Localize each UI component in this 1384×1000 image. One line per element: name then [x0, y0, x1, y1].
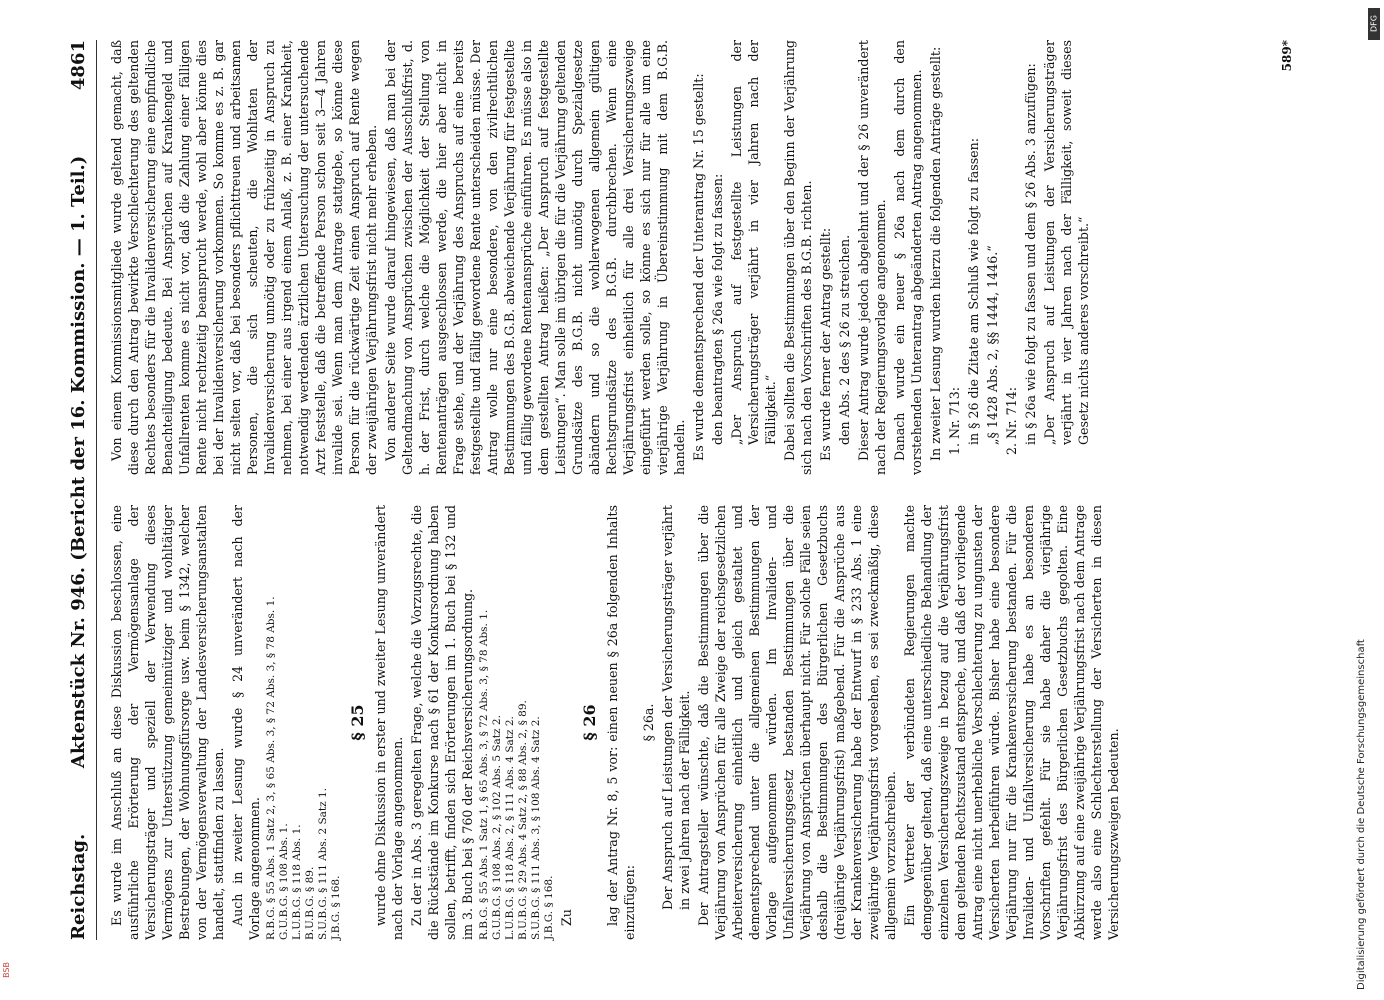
paragraph: Von einem Kommissionsmitgliede wurde geltend gemacht, daß diese durch den Antrag bewirkte Verschlechterung des geltenden Rechtes besonders für die Invalidenversicherung eine empfindliche Benachteiligung bedeute. Bei Ansprüchen auf Krankengeld und Unfallrenten komme es nicht vor, daß die Zahlung einer fälligen Rente nicht rechtzeitig beansprucht werde, wohl aber könne dies bei der Invalidenversicherung vorkommen. So komme es z. B. gar nicht selten vor, daß bei besonders pflichttreuen und arbeitsamen Personen, die sich scheuten, die Wohltaten der Invalidenversicherung unnötig oder zu frühzeitig in Anspruch zu nehmen, bei einer aus irgend einem Anlaß, z. B. einer Krankheit, notwendig werdenden ärztlichen Untersuchung der untersuchende Arzt feststelle, daß die betreffende Person schon seit 3—4 Jahren invalide sei. Wenn man dem Antrage stattgebe, so könne diese Person für die rückwärtige Zeit einen Anspruch auf Rente wegen der zweijährigen Verjährungsfrist nicht mehr erheben.: [109, 40, 379, 475]
header-left: Reichstag.: [67, 833, 89, 940]
quoted-paragraph: Der Anspruch auf Leistungen der Versicherungsträger verjährt in zwei Jahren nach der Fälligkeit.: [660, 505, 692, 910]
footer-number: 589*: [1280, 40, 1294, 72]
quoted-paragraph: „Der Anspruch auf festgestellte Leistungen der Versicherungsträger verjährt in vier Jahren nach der Fälligkeit.“: [729, 40, 778, 445]
list-item-label: 1. Nr. 713:: [947, 387, 962, 455]
list-item-quote: „§ 1428 Abs. 2, §§ 1444, 1446.“: [985, 245, 1000, 445]
left-column: [108, 505, 1124, 940]
paragraph: Ein Vertreter der verbündeten Regierungen machte demgegenüber geltend, daß eine unterschiedliche Behandlung der einzelnen Versicherungszweige in bezug auf die Verjährungsfrist dem geltenden Rechtszustand entspreche, und daß der vorliegende Antrag eine nicht unerhebliche Verschlechterung zu ungunsten der Versicherten herbeiführen würde. Bisher habe eine besondere Verjährung nur für die Krankenversicherung bestanden. Für die Invaliden- und Unfallversicherung habe es an besonderen Vorschriften gefehlt. Für sie habe daher die vierjährige Verjährungsfrist des Bürgerlichen Gesetzbuchs gegolten. Eine Abkürzung auf eine zweijährige Verjährungsfrist nach dem Antrage werde also eine Schlechterstellung der Versicherten in diesen Versicherungszweigen bedeuten.: [902, 505, 1121, 940]
list-item-text: in § 26a wie folgt zu fassen und dem § 26 Abs. 3 anzufügen:: [1023, 63, 1038, 445]
paragraph: Danach wurde ein neuer § 26a nach dem durch den vorstehenden Unterantrag abgeänderten Antrag angenommen.: [892, 40, 924, 475]
section-heading: § 26: [580, 704, 599, 741]
paragraph: Von anderer Seite wurde darauf hingewiesen, daß man bei der Geltendmachung von Ansprüchen zwischen der Ausschlußfrist, d. h. der Frist, durch welche die Möglichkeit der Stellung von Rentenanträgen ausgeschlossen werde, die hier aber nicht in Frage stehe, und der Verjährung des Anspruchs auf eine bereits festgestellte und fällig gewordene Rente unterscheiden müsse. Der Antrag wolle nur eine besondere, von den zivilrechtlichen Bestimmungen des B.G.B. abweichende Verjährung für festgestellte und fällig gewordene Rentenansprüche einführen. Es müsse also in dem gestellten Antrag heißen: „Der Anspruch auf festgestellte Leistungen“. Man solle im übrigen die für die Verjährung geltenden Grundsätze des B.G.B. nicht unnötig durch Spezialgesetze abändern und so die wohlerwogenen allgemein gültigen Rechtsgrundsätze des B.G.B. durchbrechen. Wenn eine Verjährungsfrist einheitlich für alle drei Versicherungszweige eingeführt werden solle, so könne es sich nur für alle um eine vierjährige Verjährung in Übereinstimmung mit dem B.G.B. handeln.: [383, 40, 687, 475]
zu-label: Zu: [559, 909, 574, 926]
rotated-document-page: [60, 40, 1294, 940]
paragraph: Dieser Antrag wurde jedoch abgelehnt und der § 26 unverändert nach der Regierungsvorlage angenommen.: [856, 40, 888, 475]
dfg-logo: DFG: [1368, 8, 1380, 40]
paragraph: Es wurde im Anschluß an diese Diskussion beschlossen, eine ausführliche Erörterung der Vermögensanlage der Versicherungsträger und speziell der Verwendung dieses Vermögens zur Unterstützung gemeinnütziger und wohltätiger Bestrebungen, der Wohnungsfürsorge usw. beim § 1342, welcher von der Vermögensverwaltung der Landesversicherungsanstalten handelt, stattfinden zu lassen.: [109, 505, 226, 940]
reference-list: R.B.G. § 55 Abs. 1 Satz 1, § 65 Abs. 3, § 72 Abs. 3, § 78 Abs. 1. G.U.B.G. § 108 Abs. 2, § 102 Abs. 5 Satz 2. L.U.B.G. § 118 Abs. 2, § 111 Abs. 4 Satz 2. B.U.B.G. § 29 Abs. 4 Satz 2, § 88 Abs. 2, § 89. S.U.B.G. § 111 Abs. 3, § 108 Abs. 4 Satz 2. J.B.G. § 168.: [478, 609, 555, 940]
section-subheading: § 26a.: [641, 703, 656, 742]
paragraph: Es wurde ferner der Antrag gestellt:: [818, 227, 833, 461]
page-number: 4861: [67, 40, 89, 91]
list-item-label: 2. Nr. 714:: [1004, 387, 1019, 455]
digitization-sidebar: [1356, 10, 1376, 990]
paragraph: In zweiter Lesung wurden hierzu die folgenden Anträge gestellt:: [928, 46, 943, 461]
header-title: Aktenstück Nr. 946. (Bericht der 16. Kommission. — 1. Teil.): [67, 155, 89, 769]
paragraph: wurde ohne Diskussion in erster und zweiter Lesung unverändert nach der Vorlage angenommen.: [373, 505, 405, 940]
paragraph: Es wurde dementsprechend der Unterantrag Nr. 15 gestellt:: [691, 73, 706, 461]
list-item-text: in § 26 die Zitate am Schluß wie folgt zu fassen:: [966, 138, 981, 445]
page-header: [60, 40, 97, 940]
list-item-quote: „Der Anspruch auf Leistungen der Versicherungsträger verjährt in vier Jahren nach der Fälligkeit, soweit dieses Gesetz nichts anderes vorschreibt.“: [1042, 40, 1091, 445]
paragraph: Dabei sollten die Bestimmungen über den Beginn der Verjährung sich nach den Vorschriften des B.G.B. richten.: [782, 40, 814, 475]
paragraph: den beantragten § 26a wie folgt zu fassen:: [710, 173, 725, 445]
library-stamp: BSB: [2, 962, 11, 978]
paragraph: Der Antragsteller wünschte, daß die Bestimmungen über die Verjährung von Ansprüchen für alle Zweige der reichsgesetzlichen Arbeiterversicherung einheitlich und gleich gestaltet und dementsprechend unter die allgemeinen Bestimmungen der Vorlage aufgenommen würden. Im Invaliden- und Unfallversicherungsgesetz bestanden Bestimmungen über die Verjährung von Ansprüchen überhaupt nicht. Für solche Fälle seien deshalb die Bestimmungen des Bürgerlichen Gesetzbuchs (dreijährige Verjährungsfrist) maßgebend. Für die Ansprüche aus der Krankenversicherung habe der Entwurf in § 233 Abs. 1 eine zweijährige Verjährungsfrist vorgesehen, es sei zweckmäßig, diese allgemein vorzuschreiben.: [696, 505, 898, 940]
funding-notice: Digitalisierung gefördert durch die Deutsche Forschungsgemeinschaft: [1356, 639, 1367, 990]
right-column: [108, 40, 1094, 475]
paragraph: Zu der in Abs. 3 geregelten Frage, welche die Vorzugsrechte, die die Rückstände im Konkurse nach § 61 der Konkursordnung haben sollen, betrifft, finden sich Erörterungen im 1. Buch bei § 132 und im 3. Buch bei § 760 der Reichsversicherungsordnung.: [409, 505, 475, 940]
paragraph: lag der Antrag Nr. 8, 5 vor: einen neuen § 26a folgenden Inhalts einzufügen:: [605, 505, 637, 940]
reference-list: R.B.G. § 55 Abs. 1 Satz 2, 3, § 65 Abs. 3, § 72 Abs. 3, § 78 Abs. 1. G.U.B.G. § 108 Abs. 1. L.U.B.G. § 118 Abs. 1. B.U.B.G. § 89. S.U.B.G. § 111 Abs. 2 Satz 1. J.B.G. § 168.: [265, 596, 342, 940]
paragraph: Auch in zweiter Lesung wurde § 24 unverändert nach der Vorlage angenommen.: [230, 505, 262, 940]
section-heading: § 25: [348, 704, 367, 741]
paragraph: den Abs. 2 des § 26 zu streichen.: [837, 234, 852, 445]
